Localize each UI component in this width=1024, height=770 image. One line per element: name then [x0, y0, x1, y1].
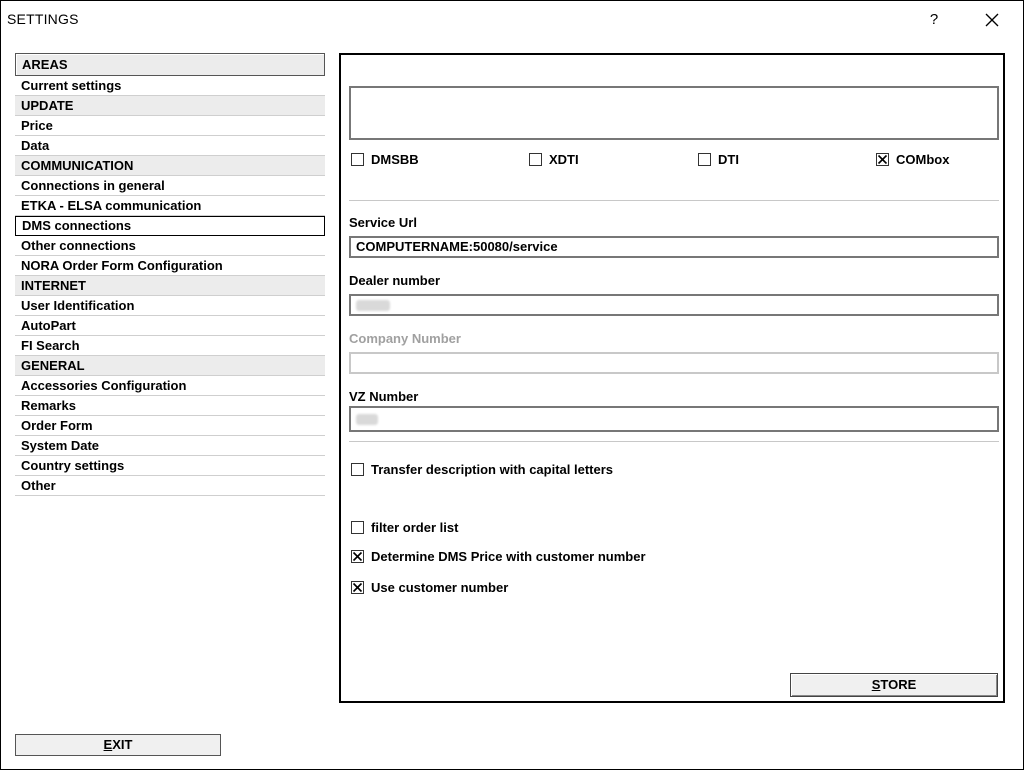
sidebar-item-current-settings[interactable]: Current settings — [15, 76, 325, 96]
checkbox-label: DTI — [718, 151, 739, 167]
company-number-input — [349, 352, 999, 374]
vz-number-label: VZ Number — [349, 389, 419, 404]
checkbox-box[interactable] — [351, 521, 364, 534]
sidebar-item-connections-in-general[interactable]: Connections in general — [15, 176, 325, 196]
checkbox-label: DMSBB — [371, 151, 419, 167]
checkbox-label: Determine DMS Price with customer number — [371, 548, 646, 564]
xdti-checkbox[interactable] — [529, 150, 579, 168]
dms-description-box — [349, 86, 999, 140]
dms-connections-panel — [339, 53, 1005, 703]
dti-checkbox[interactable] — [698, 150, 739, 168]
use-customer-number-checkbox[interactable] — [351, 578, 508, 596]
company-number-label: Company Number — [349, 331, 461, 346]
exit-accelerator: E — [103, 737, 113, 752]
divider — [349, 200, 999, 201]
service-url-label: Service Url — [349, 215, 417, 230]
sidebar-item-system-date[interactable]: System Date — [15, 436, 325, 456]
sidebar-item-user-identification[interactable]: User Identification — [15, 296, 325, 316]
service-url-input[interactable]: COMPUTERNAME:50080/service — [349, 236, 999, 258]
close-icon — [975, 7, 1009, 33]
sidebar-item-nora-order-form-configuration[interactable]: NORA Order Form Configuration — [15, 256, 325, 276]
store-button[interactable] — [790, 673, 998, 697]
close-button[interactable] — [975, 7, 1009, 33]
sidebar-item-other[interactable]: Other — [15, 476, 325, 496]
checkbox-label: COMbox — [896, 151, 950, 167]
store-label: TORE — [880, 677, 917, 692]
checkbox-label: filter order list — [371, 519, 459, 535]
sidebar-item-order-form[interactable]: Order Form — [15, 416, 325, 436]
title-bar — [1, 1, 1023, 37]
vz-number-input[interactable] — [349, 406, 999, 432]
sidebar-item-internet[interactable]: INTERNET — [15, 276, 325, 296]
dmsbb-checkbox[interactable] — [351, 150, 419, 168]
dealer-number-input[interactable] — [349, 294, 999, 316]
sidebar-item-accessories-configuration[interactable]: Accessories Configuration — [15, 376, 325, 396]
checkbox-box[interactable] — [351, 550, 364, 563]
sidebar-item-update[interactable]: UPDATE — [15, 96, 325, 116]
sidebar-item-data[interactable]: Data — [15, 136, 325, 156]
exit-label: XIT — [112, 737, 133, 752]
checkbox-label: Transfer description with capital letters — [371, 461, 614, 477]
checkmark-x-icon — [352, 582, 363, 593]
combox-checkbox[interactable] — [876, 150, 949, 168]
checkbox-box[interactable] — [351, 463, 364, 476]
sidebar-item-price[interactable]: Price — [15, 116, 325, 136]
redacted-value — [356, 414, 378, 425]
checkmark-x-icon — [877, 154, 888, 165]
checkbox-box[interactable] — [876, 153, 889, 166]
checkbox-box[interactable] — [529, 153, 542, 166]
window-title: SETTINGS — [7, 11, 79, 27]
sidebar-item-autopart[interactable]: AutoPart — [15, 316, 325, 336]
checkbox-box[interactable] — [351, 153, 364, 166]
sidebar-item-country-settings[interactable]: Country settings — [15, 456, 325, 476]
sidebar-item-dms-connections[interactable]: DMS connections — [15, 216, 325, 236]
filter-order-list-checkbox[interactable] — [351, 518, 458, 536]
dealer-number-label: Dealer number — [349, 273, 441, 288]
checkmark-x-icon — [352, 551, 363, 562]
settings-areas-list — [15, 53, 325, 496]
sidebar-item-other-connections[interactable]: Other connections — [15, 236, 325, 256]
checkbox-box[interactable] — [351, 581, 364, 594]
exit-button[interactable] — [15, 734, 221, 756]
capital-letters-checkbox[interactable] — [351, 460, 613, 478]
store-accelerator: S — [871, 677, 881, 692]
sidebar-item-communication[interactable]: COMMUNICATION — [15, 156, 325, 176]
checkbox-label: Use customer number — [371, 579, 509, 595]
checkbox-label: XDTI — [549, 151, 579, 167]
checkbox-box[interactable] — [698, 153, 711, 166]
sidebar-item-general[interactable]: GENERAL — [15, 356, 325, 376]
divider — [349, 441, 999, 442]
help-button[interactable]: ? — [929, 11, 939, 28]
dms-price-customer-checkbox[interactable] — [351, 547, 646, 565]
sidebar-item-etka-elsa-communication[interactable]: ETKA - ELSA communication — [15, 196, 325, 216]
redacted-value — [356, 300, 390, 311]
sidebar-item-fi-search[interactable]: FI Search — [15, 336, 325, 356]
areas-header: AREAS — [15, 53, 325, 76]
sidebar-item-remarks[interactable]: Remarks — [15, 396, 325, 416]
